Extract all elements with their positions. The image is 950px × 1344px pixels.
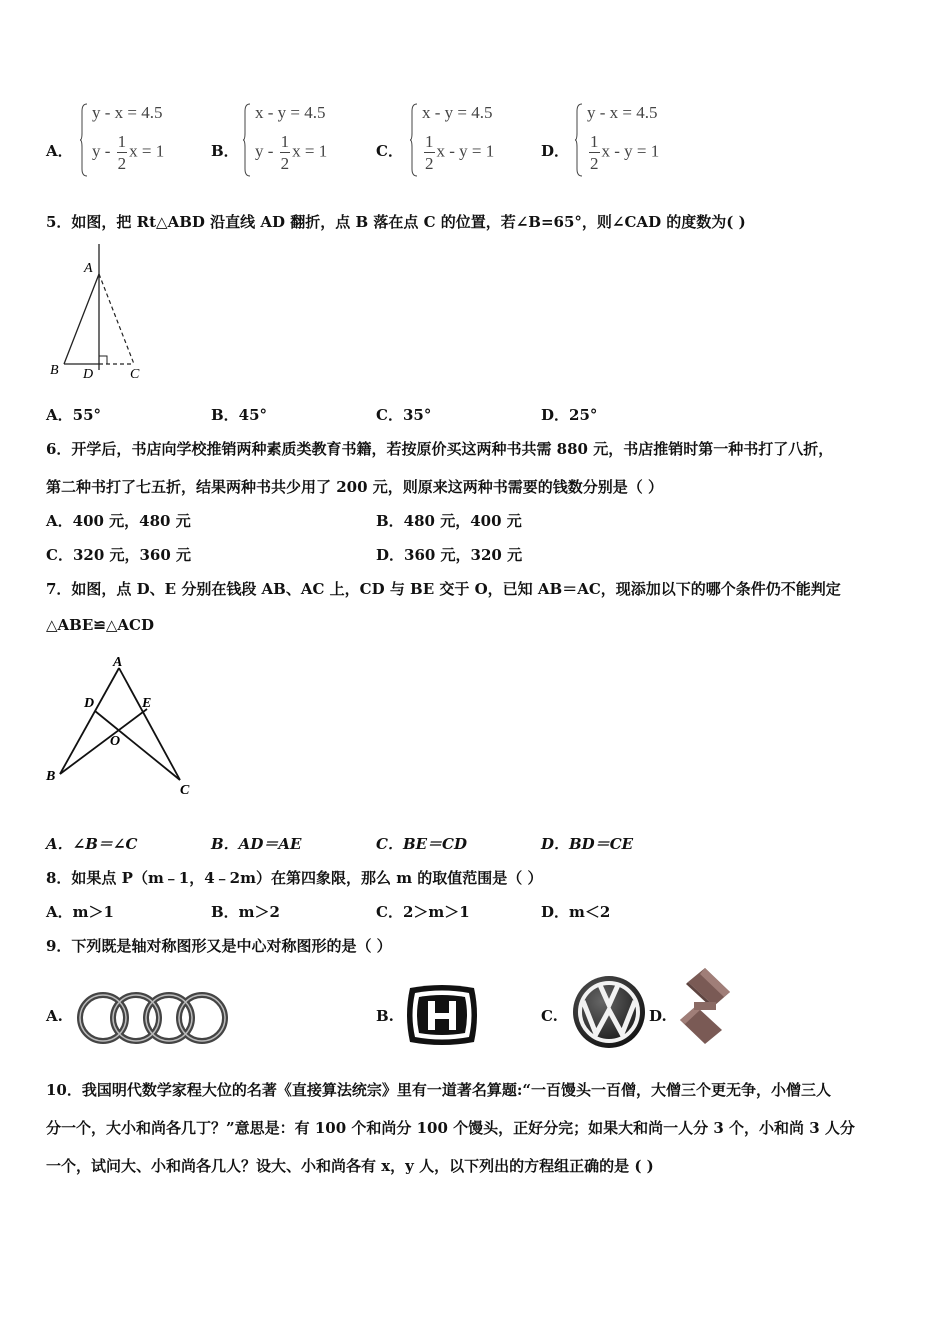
q8-option-d[interactable]: D．m＜2 [541, 903, 611, 921]
q4-a-row2: y - $\frac{1}{2}$ x = 1 [92, 132, 165, 173]
q5-figure [44, 244, 154, 384]
q7-label-e: E [142, 696, 152, 711]
q4-c-row1: x - y = 4.5 [422, 103, 493, 122]
q7-option-d[interactable]: D．BD＝CE [541, 835, 634, 853]
q5-option-c[interactable]: C．35° [376, 406, 432, 424]
q8-option-b[interactable]: B．m＞2 [211, 903, 280, 921]
q4-option-d-label[interactable]: D． [541, 142, 570, 160]
q7-line-ab [60, 668, 119, 774]
q7-option-c[interactable]: C．BE＝CD [376, 835, 467, 853]
q9-question: 9．下列既是轴对称图形又是中心对称图形的是（ ） [46, 937, 392, 955]
q4-d-row2: $\frac{1}{2}$ x - y = 1 [590, 132, 660, 173]
q9-option-d[interactable]: D. [649, 1007, 667, 1025]
q6-option-a[interactable]: A．400 元，480 元 [46, 512, 191, 530]
q8-question: 8．如果点 P（m﹣1，4﹣2m）在第四象限，那么 m 的取值范围是（ ） [46, 869, 543, 887]
q5-label-a: A [84, 261, 93, 276]
brace-icon [243, 103, 251, 177]
q7-line-cd [95, 711, 180, 780]
q7-label-o: O [110, 734, 121, 749]
q4-d-row1: y - x = 4.5 [587, 103, 658, 122]
q5-option-b[interactable]: B．45° [211, 406, 268, 424]
q4-option-c-label[interactable]: C． [376, 142, 403, 160]
q6-question-line1: 6．开学后，书店向学校推销两种素质类教育书籍，若按原价买这两种书共需 880 元，书店推销时第一种书打了八折， [46, 440, 834, 458]
honda-logo-icon[interactable] [404, 984, 480, 1046]
q7-option-a[interactable]: A．∠B＝∠C [46, 835, 138, 853]
q9-option-b[interactable]: B. [376, 1007, 394, 1025]
q10-question-line1: 10．我国明代数学家程大位的名著《直接算法统宗》里有一道著名算题:“一百馒头一百僧，大僧三个更无争，小僧三人 [46, 1081, 832, 1099]
q4-b-row2: y - $\frac{1}{2}$ x = 1 [255, 132, 328, 173]
q5-line-ab [64, 274, 99, 364]
q6-question-line2: 第二种书打了七五折，结果两种书共少用了 200 元，则原来这两种书需要的钱数分别是（ ） [46, 478, 663, 496]
q4-a-row1: y - x = 4.5 [92, 103, 163, 122]
q7-label-a: A [113, 655, 123, 670]
brace-icon [80, 103, 88, 177]
q6-option-c[interactable]: C．320 元，360 元 [46, 546, 192, 564]
q5-line-ac-dashed [99, 274, 134, 364]
volkswagen-logo-icon[interactable] [571, 974, 647, 1050]
q5-question: 5．如图，把 Rt△ABD 沿直线 AD 翻折，点 B 落在点 C 的位置，若∠B=65°，则∠CAD 的度数为( ) [46, 213, 746, 231]
q7-question-line1: 7．如图，点 D、E 分别在钱段 AB、AC 上，CD 与 BE 交于 O，已知 AB＝AC，现添加以下的哪个条件仍不能判定 [46, 580, 841, 598]
q5-option-d[interactable]: D．25° [541, 406, 598, 424]
q5-label-d: D [83, 367, 94, 382]
q7-label-b: B [46, 769, 56, 784]
audi-logo-icon[interactable] [75, 990, 231, 1046]
brace-icon [575, 103, 583, 177]
q7-question-line2: △ABE≌△ACD [46, 616, 154, 634]
q6-option-d[interactable]: D．360 元，320 元 [376, 546, 523, 564]
q10-question-line2: 分一个，大小和尚各几丁？”意思是：有 100 个和尚分 100 个馒头，正好分完；如果大和尚一人分 3 个，小和尚 3 人分 [46, 1119, 855, 1137]
q9-option-c[interactable]: C. [541, 1007, 558, 1025]
q4-c-row2: $\frac{1}{2}$ x - y = 1 [425, 132, 495, 173]
q10-question-line3: 一个，试问大、小和尚各几人？设大、小和尚各有 x，y 人，以下列出的方程组正确的是 ( ) [46, 1157, 654, 1175]
q7-figure [42, 652, 202, 800]
brace-icon [410, 103, 418, 177]
q5-option-a[interactable]: A．55° [46, 406, 102, 424]
q4-option-a-label[interactable]: A． [46, 142, 73, 160]
q8-option-c[interactable]: C．2＞m＞1 [376, 903, 470, 921]
q4-b-row1: x - y = 4.5 [255, 103, 326, 122]
q4-option-b-label[interactable]: B． [211, 142, 239, 160]
q5-label-b: B [50, 363, 59, 378]
suzuki-logo-icon[interactable] [676, 966, 734, 1046]
q7-label-c: C [180, 783, 190, 798]
q9-option-a[interactable]: A. [46, 1007, 63, 1025]
q7-label-d: D [84, 696, 95, 711]
q5-right-angle [99, 356, 107, 364]
q6-option-b[interactable]: B．480 元，400 元 [376, 512, 522, 530]
q8-option-a[interactable]: A．m＞1 [46, 903, 114, 921]
q5-label-c: C [130, 367, 140, 382]
q7-option-b[interactable]: B．AD＝AE [211, 835, 302, 853]
